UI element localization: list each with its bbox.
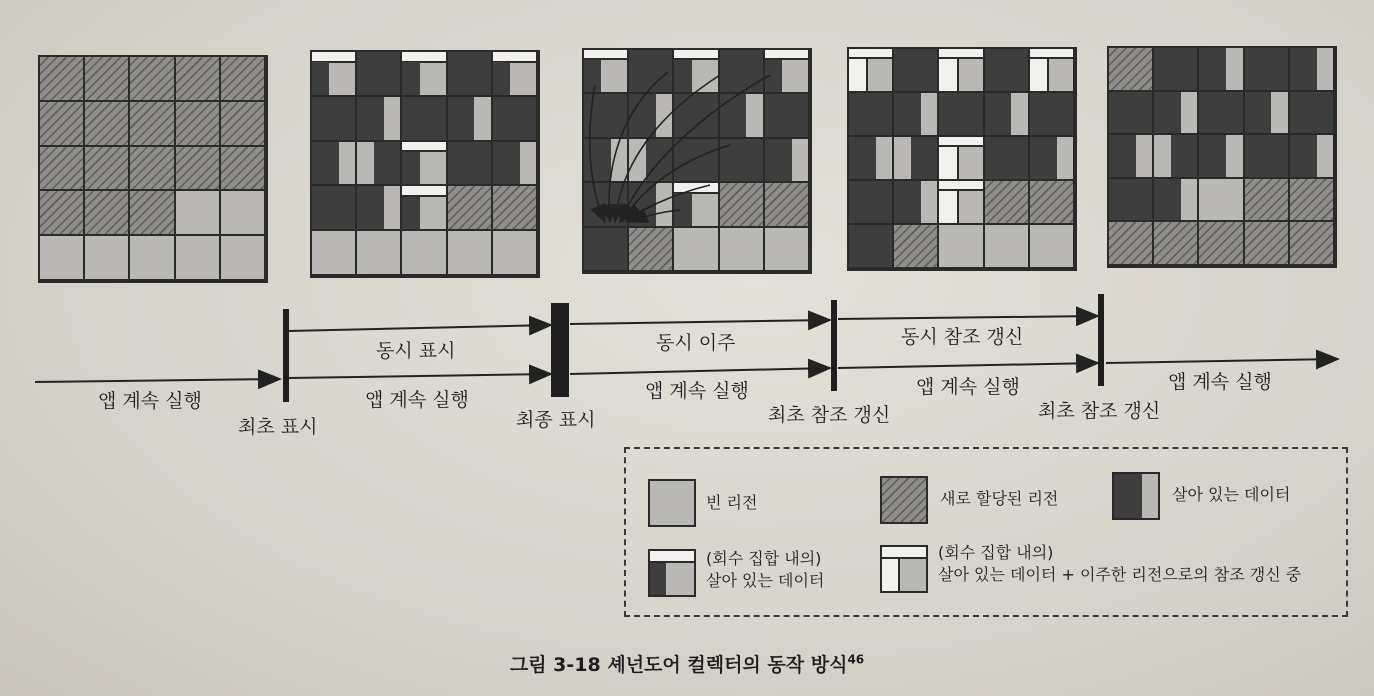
heap-region [584, 50, 627, 92]
heap-region [584, 139, 627, 181]
heap-grid-marking [310, 50, 540, 278]
heap-region [130, 102, 173, 145]
heap-region [894, 181, 937, 223]
heap-region [221, 147, 264, 190]
heap-region [1109, 179, 1152, 221]
heap-region [849, 49, 892, 91]
heap-region [674, 183, 717, 225]
heap-region [985, 181, 1028, 223]
heap-region [448, 142, 491, 185]
heap-region [448, 186, 491, 229]
heap-region [402, 231, 445, 274]
heap-region [985, 137, 1028, 179]
legend-swatch-empty [648, 479, 696, 527]
caption-text: 그림 3-18 셰넌도어 컬렉터의 동작 방식 [509, 654, 848, 676]
heap-region [1199, 48, 1242, 90]
heap-region [357, 97, 400, 140]
heap-region [1154, 135, 1197, 177]
heap-region [312, 186, 355, 229]
heap-region [40, 57, 83, 100]
label-app-run-2: 앱 계속 실행 [365, 389, 469, 411]
heap-region [40, 102, 83, 145]
label-concurrent-mark: 동시 표시 [376, 340, 456, 362]
heap-grid-final [1107, 46, 1337, 268]
heap-region [720, 139, 763, 181]
heap-region [894, 137, 937, 179]
legend-label-empty: 빈 리전 [706, 493, 758, 512]
label-concurrent-update-refs: 동시 참조 갱신 [901, 326, 1024, 348]
heap-grid-evacuation [582, 48, 812, 274]
heap-region [85, 191, 128, 234]
legend-swatch-new [880, 476, 928, 524]
heap-region [849, 225, 892, 267]
heap-region [130, 57, 173, 100]
heap-region [176, 147, 219, 190]
label-app-run-3: 앱 계속 실행 [645, 380, 749, 402]
heap-region [1245, 222, 1288, 264]
legend-swatch-live [1112, 472, 1160, 520]
heap-region [402, 97, 445, 140]
pause-bar-init-update-refs [831, 300, 837, 391]
heap-region [1154, 179, 1197, 221]
heap-region [674, 139, 717, 181]
arrow-app-run-5 [1106, 359, 1338, 363]
heap-region [720, 228, 763, 270]
heap-region [1245, 48, 1288, 90]
heap-region [674, 228, 717, 270]
heap-region [493, 231, 536, 274]
heap-region [493, 52, 536, 95]
caption-footnote: 46 [847, 652, 865, 667]
heap-region [448, 231, 491, 274]
heap-region [493, 186, 536, 229]
heap-region [894, 49, 937, 91]
heap-region [312, 52, 355, 95]
heap-region [720, 94, 763, 136]
heap-grid-update-refs [847, 47, 1077, 271]
heap-region [221, 102, 264, 145]
legend-label-new: 새로 할당된 리전 [940, 489, 1059, 508]
heap-region [629, 228, 672, 270]
heap-region [1154, 92, 1197, 134]
heap-region [1109, 222, 1152, 264]
legend [624, 447, 1348, 617]
heap-region [849, 181, 892, 223]
heap-region [584, 183, 627, 225]
arrow-app-run-3 [570, 368, 830, 374]
heap-region [1290, 222, 1333, 264]
label-app-run-4: 앱 계속 실행 [916, 376, 1020, 398]
heap-region [1154, 222, 1197, 264]
heap-region [1030, 225, 1073, 267]
heap-region [130, 236, 173, 279]
pause-bar-init-mark [283, 309, 289, 402]
heap-region [1154, 48, 1197, 90]
heap-region [85, 236, 128, 279]
legend-label-cset-updating-1: (회수 집합 내의) [938, 543, 1054, 562]
heap-region [894, 93, 937, 135]
label-pause-init-mark: 최초 표시 [238, 416, 318, 438]
heap-region [939, 49, 982, 91]
heap-region [720, 183, 763, 225]
heap-region [448, 97, 491, 140]
heap-region [720, 50, 763, 92]
legend-label-cset-live-2: 살아 있는 데이터 [706, 571, 825, 590]
pause-bar-final-mark [551, 303, 569, 397]
label-app-run-1: 앱 계속 실행 [98, 390, 202, 412]
heap-region [176, 57, 219, 100]
arrow-app-run-4 [838, 363, 1098, 368]
heap-region [1290, 48, 1333, 90]
label-pause-final-mark: 최종 표시 [516, 409, 596, 431]
heap-region [402, 52, 445, 95]
heap-region [130, 147, 173, 190]
heap-region [1199, 92, 1242, 134]
heap-region [221, 57, 264, 100]
heap-region [1109, 48, 1152, 90]
heap-region [1199, 179, 1242, 221]
heap-region [765, 183, 808, 225]
heap-region [357, 52, 400, 95]
heap-grid-initial [38, 55, 268, 283]
heap-region [40, 236, 83, 279]
arrow-concurrent-evac [570, 320, 830, 324]
heap-region [1290, 135, 1333, 177]
heap-region [1030, 93, 1073, 135]
heap-region [939, 181, 982, 223]
heap-region [1030, 137, 1073, 179]
heap-region [448, 52, 491, 95]
heap-region [176, 236, 219, 279]
arrow-app-run-1 [35, 379, 280, 382]
heap-region [849, 93, 892, 135]
label-app-run-5: 앱 계속 실행 [1168, 371, 1272, 393]
heap-region [85, 147, 128, 190]
heap-region [584, 228, 627, 270]
heap-region [85, 102, 128, 145]
arrow-app-run-2 [288, 374, 551, 378]
heap-region [1290, 179, 1333, 221]
heap-region [1030, 181, 1073, 223]
heap-region [674, 94, 717, 136]
heap-region [221, 236, 264, 279]
heap-region [985, 93, 1028, 135]
heap-region [493, 142, 536, 185]
heap-region [40, 147, 83, 190]
legend-label-live: 살아 있는 데이터 [1172, 485, 1291, 504]
heap-region [939, 225, 982, 267]
heap-region [1030, 49, 1073, 91]
arrow-concurrent-mark [288, 325, 551, 331]
heap-region [176, 191, 219, 234]
heap-region [357, 231, 400, 274]
heap-region [312, 142, 355, 185]
heap-region [1199, 135, 1242, 177]
heap-region [765, 139, 808, 181]
heap-region [1245, 179, 1288, 221]
heap-region [40, 191, 83, 234]
heap-region [357, 142, 400, 185]
legend-swatch-cset-updating [880, 545, 928, 593]
heap-region [312, 97, 355, 140]
heap-region [1245, 135, 1288, 177]
heap-region [130, 191, 173, 234]
heap-region [629, 50, 672, 92]
pause-bar-final-update-refs [1098, 294, 1104, 386]
heap-region [402, 142, 445, 185]
heap-region [765, 50, 808, 92]
heap-region [849, 137, 892, 179]
heap-region [629, 139, 672, 181]
label-concurrent-evacuation: 동시 이주 [656, 332, 736, 354]
heap-region [629, 94, 672, 136]
heap-region [629, 183, 672, 225]
heap-region [985, 49, 1028, 91]
heap-region [1199, 222, 1242, 264]
heap-region [939, 93, 982, 135]
legend-swatch-cset-live [648, 549, 696, 597]
heap-region [1245, 92, 1288, 134]
heap-region [312, 231, 355, 274]
heap-region [1109, 92, 1152, 134]
heap-region [765, 228, 808, 270]
heap-region [674, 50, 717, 92]
heap-region [221, 191, 264, 234]
heap-region [85, 57, 128, 100]
label-pause-final-update-refs: 최초 참조 갱신 [1038, 400, 1161, 422]
figure-caption [0, 650, 1374, 677]
arrow-concurrent-update [838, 316, 1098, 319]
heap-region [176, 102, 219, 145]
heap-region [765, 94, 808, 136]
heap-region [985, 225, 1028, 267]
label-pause-init-update-refs: 최초 참조 갱신 [768, 404, 891, 426]
heap-region [402, 186, 445, 229]
heap-region [357, 186, 400, 229]
heap-region [1290, 92, 1333, 134]
heap-region [493, 97, 536, 140]
heap-region [939, 137, 982, 179]
heap-region [894, 225, 937, 267]
legend-label-cset-updating-2: 살아 있는 데이터 + 이주한 리전으로의 참조 갱신 중 [938, 565, 1302, 584]
heap-region [584, 94, 627, 136]
heap-region [1109, 135, 1152, 177]
legend-label-cset-live-1: (회수 집합 내의) [706, 549, 822, 568]
